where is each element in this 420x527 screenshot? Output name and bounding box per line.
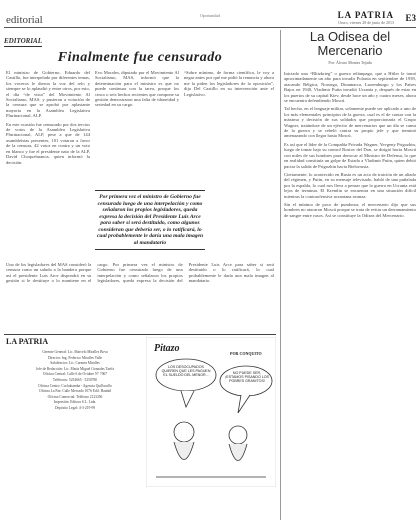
staff-line: Jefe de Redacción: Lic. María Miguel Gonzales Tarifa xyxy=(35,366,115,371)
editorial-paragraph: “Sobre mínimo, de forma científica, le voy a negar antes por qué me pidió la renuncia y ahora me la piden los legisladores de la oposición”, dijo Del Castillo en su intervención ante el Legislativo. xyxy=(184,70,274,97)
staff-line: Oficina Comercial: Teléfono 2123456 xyxy=(47,394,103,399)
staff-line: Oficina Centro: Cochabamba - Agencia Quillacollo xyxy=(38,383,112,388)
page-number: E3 xyxy=(405,13,416,23)
staff-line: Director: Ing. Federico Miralles Valle xyxy=(47,355,103,360)
column-paragraph: Tal hecho, en el lenguaje militar, solamente puede ser aplicado a uno de los más elementales principios de la guerra, cual es el de contar con la máxima y decisión de sus soldados que proporcionaría el Grupo Wagner, tratándose de un ejército de mercenarios que un día se cansa de la guerra y se rebeló contra su propio jefe y que terminó amenazando con llegar hasta Moscú. xyxy=(284,106,416,139)
editorial-section xyxy=(4,30,276,66)
staff-line: Oficina Central: Calle 6 de Octubre N° 7067 xyxy=(42,372,108,377)
masthead-staff xyxy=(6,350,144,412)
editorial-lower xyxy=(6,262,274,284)
editorial-paragraph: El ministro de Gobierno, Eduardo del Castillo, fue interpelado por diferentes temas, los voceros le dieron la voz del relo y siempre se lo aplaudió y entre otros, por esto, el día “de vista” del Movimiento Al Socialismo, MAS, y pusieron a votación de la censura que se aprobó por aplastante mayoría en la Asamblea Legislativa Plurinacional, ALP. xyxy=(6,70,90,119)
editorial-paragraph: Uno de los legisladores del MAS consideró la censura como un saludo a la bandera porque así el presidente Luis Arce dispondrá en su gestión si le destituye o lo mantiene en el cargo. Por primera vez el ministro de Gobierno fue censurado luego de una interpelación y como señalaron los propios legisladores, queda expresa la decisión del Presidente Luis Arce para saber si será destituido o lo ratificará, lo cual probablemente le daría una mala imagen al mandatario. xyxy=(6,262,274,284)
staff-line: Teléfonos: 5254665 - 5250780 xyxy=(52,377,98,382)
header-center: Oportunidad xyxy=(199,13,221,18)
editorial-cartoon xyxy=(146,337,276,487)
staff-line: Depósito Legal: 4-3-219-99 xyxy=(54,405,96,410)
column-paragraph: Es así que el líder de la Compañía Privada Wagner, Yevgeny Prigozhin, luego de tomar bajo su control Rostov del Don, se dirigió hacia Moscú con miles de sus hombres para derrocar al Ministro de Defensa, lo que en realidad constituía un golpe de Estado a Vladimir Putin, quien debió pactar la salida de Prigozhin hacia Bielorrusia. xyxy=(284,141,416,169)
paper-name: LA PATRIA xyxy=(337,10,394,20)
cartoon-caption: POR CONQUITO xyxy=(230,351,262,356)
column-divider xyxy=(280,30,281,520)
editorial-tag: EDITORIAL xyxy=(4,37,42,45)
section-label: editorial xyxy=(6,14,43,26)
staff-line: Impresión: Editora S.L. Ltda. xyxy=(53,400,97,405)
pull-quote: Por primera vez el ministro de Gobierno fue censurado luego de una interpelación y como señalaron los propios legisladores, queda expresa la decisión del Presidente Luis Arce para saber si será destituido, como algunos consideran que debería ser, o lo ratificará, lo cual probablemente le daría una mala imagen al mandatario xyxy=(95,190,205,250)
column-byline: Por: Álvaro Montes Tejada xyxy=(328,60,372,65)
column-paragraph: Iniciado una “Blitzkrieg” o guerra relámpago, que a Hitler le tomó aproximadamente un año para invadir Polonia en septiembre de 1939, atacando Bélgica, Noruega, Dinamarca, Luxemburgo y los Países Bajos en 1940, Vladimir Putin invadió Ucrania y, después de estar en los puertos de su capital Kiev, desde hace un año y cuatro meses, ahora se encuentra defendiendo Moscú. xyxy=(284,71,416,104)
editorial-col1 xyxy=(6,70,90,165)
cartoon-author: Pitazo xyxy=(154,343,180,354)
cartoon-reply: NO PUEDE SER, ¡ESTAMOS PISANDO LOS POBRES GRANITOS! xyxy=(225,371,269,384)
staff-line: Subdirector: Lic. Carmen Miralles xyxy=(50,361,100,366)
editorial-col2 xyxy=(95,70,179,108)
staff-line: Oficina La Paz: Calle Mercado 1076 Edif. Handal xyxy=(38,389,112,394)
editorial-col3 xyxy=(184,70,274,97)
paper-date: Oruro, viernes 28 de junio de 2013 xyxy=(338,20,394,25)
paper-header xyxy=(338,10,394,25)
header-rule xyxy=(4,27,416,28)
editorial-paragraph: En este ocasión fue censurado por dos tercios de votos de la Asamblea Legislativa Plurinacional, ALP, pese a que de 144 asambleístas presentes, 101 votaron a favor de la censura, 42 votos en contra y un voto en blanco y fue el presidente nato de la ALP, David Choquehuanca, quien informó la decisión. xyxy=(6,121,90,165)
cartoon-speech: LOS DESOCUPADOS QUIEREN QUE LES PAGUEN EL SUELDO DEL MENOR... xyxy=(161,365,211,378)
column-title: La Odisea del Mercenario xyxy=(309,29,391,58)
opinion-column xyxy=(284,30,416,218)
staff-line: Gerente General: Lic. Marcelo Miralles Bova xyxy=(42,350,108,354)
section-rule xyxy=(4,334,276,335)
editorial-headline: Finalmente fue censurado xyxy=(57,50,223,65)
cartoon-drawing xyxy=(146,337,276,487)
column-body xyxy=(284,71,416,218)
column-paragraph: Ciertamente, lo acontecido en Rusia es un acto de traición de un aliado del régimen, y Putin, en su mensaje televisado, habló de una puñalada por la espalda, lo cual nos lleva a pensar que la guerra en Ucrania está lejos de terminar. El Kremlin se encuentra en una situación difícil mientras la contraofensiva ucraniana avanza. xyxy=(284,171,416,199)
masthead-title: LA PATRIA xyxy=(6,337,49,346)
column-paragraph: Sin el mínimo de poco de pundonor, el mercenario dijo que sus hombres no atacaron Moscú porque se trata de evitar un derramamiento de sangre entre rusos. Así se constituye la Odisea del Mercenario. xyxy=(284,201,416,218)
editorial-paragraph: Evo Morales, diputado por el Movimiento Al Socialismo, MAS, informó que la determinación para el ministro es que no puede continuar con la tarea, porque los cinco o seis hechos recientes que compone su gestión demostraron una falta de idoneidad y seriedad en su cargo. xyxy=(95,70,179,108)
